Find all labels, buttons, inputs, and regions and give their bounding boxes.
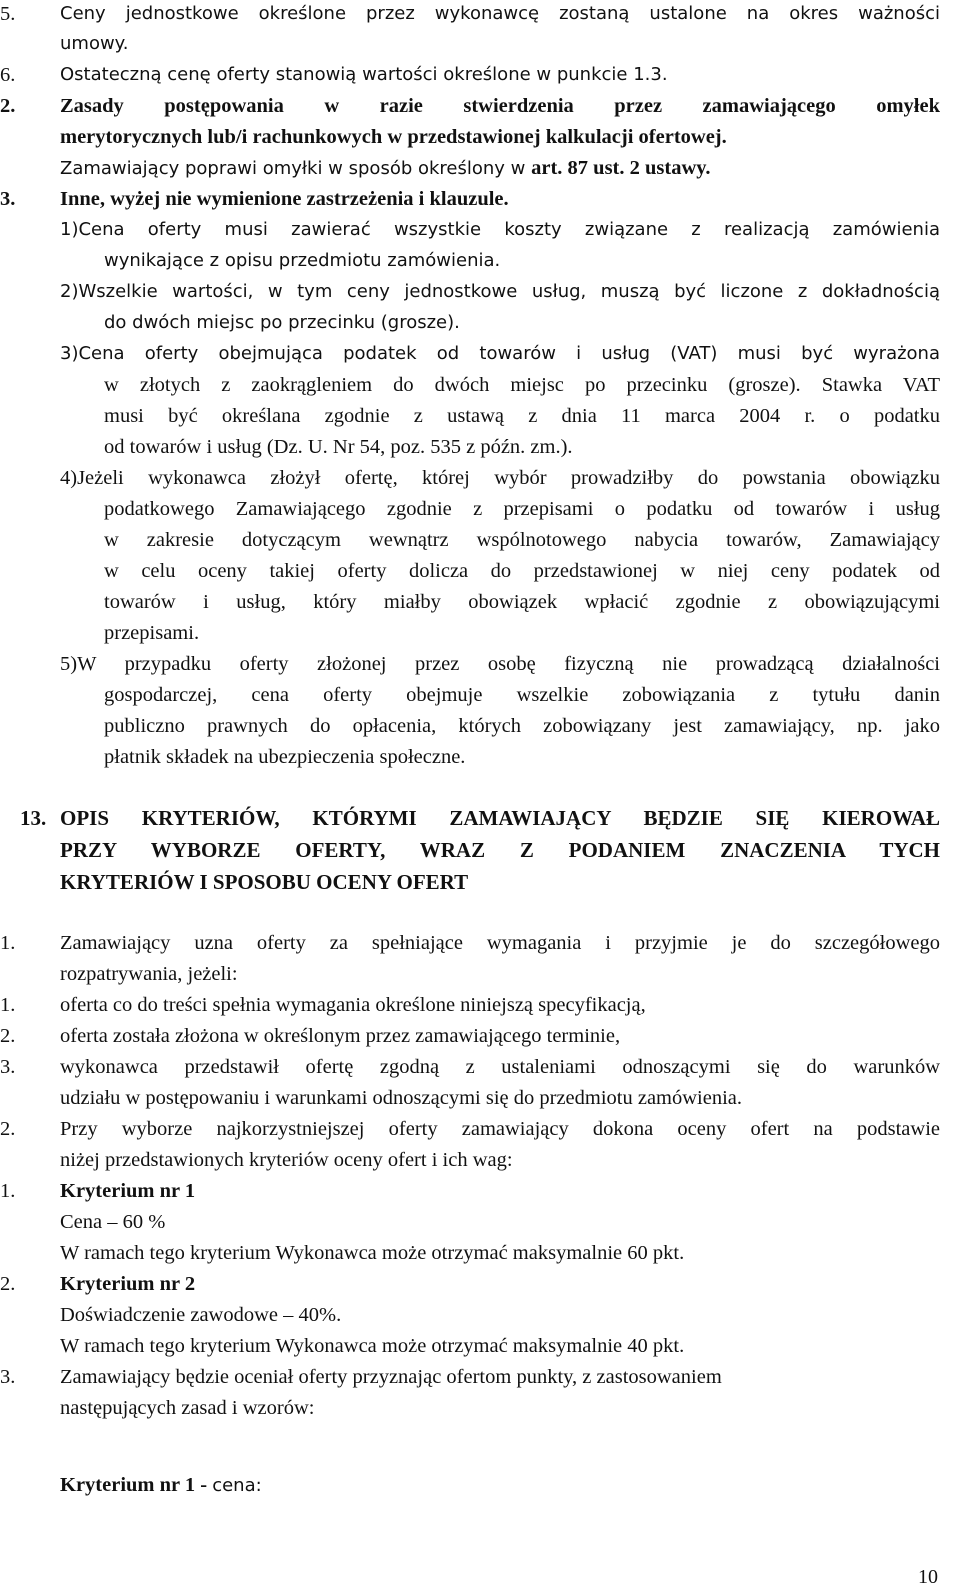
paragraph-line: Przy wyborze najkorzystniejszej oferty zamawiający dokona oceny ofert na podstawie xyxy=(60,1118,940,1140)
paragraph-line: podatkowego Zamawiającego zgodnie z przepisami o podatku od towarów i usług xyxy=(104,498,940,520)
paragraph-line: musi być określana zgodnie z ustawą z dnia 11 marca 2004 r. o podatku xyxy=(104,405,940,427)
paragraph-line: do dwóch miejsc po przecinku (grosze). xyxy=(104,312,460,333)
paragraph-line: 1)Cena oferty musi zawierać wszystkie koszty związane z realizacją zamówienia xyxy=(60,219,940,240)
list-number: 2. xyxy=(0,1025,16,1047)
paragraph-line: niżej przedstawionych kryteriów oceny ofert i ich wag: xyxy=(60,1149,513,1171)
list-number: 6. xyxy=(0,64,16,86)
paragraph-line: następujących zasad i wzorów: xyxy=(60,1397,315,1419)
section-heading: PRZY WYBORZE OFERTY, WRAZ Z PODANIEM ZNACZENIA TYCH xyxy=(60,838,940,862)
paragraph-line: płatnik składek na ubezpieczenia społeczne. xyxy=(104,746,466,768)
section-heading: Inne, wyżej nie wymienione zastrzeżenia i klauzule. xyxy=(60,188,509,210)
paragraph-line: oferta została złożona w określonym przez zamawiającego terminie, xyxy=(60,1025,621,1047)
inline-text: cena: xyxy=(212,1475,262,1496)
paragraph-line: Zamawiający uzna oferty za spełniające wymagania i przyjmie je do szczegółowego xyxy=(60,932,940,954)
inline-bold-text: Kryterium nr 1 - xyxy=(60,1474,213,1496)
paragraph-line: 5)W przypadku oferty złożonej przez osobę fizyczną nie prowadzącą działalności xyxy=(60,653,940,675)
paragraph-line: wynikające z opisu przedmiotu zamówienia. xyxy=(104,250,501,271)
list-number: 2. xyxy=(0,95,16,117)
section-heading: OPIS KRYTERIÓW, KTÓRYMI ZAMAWIAJĄCY BĘDZIE SIĘ KIEROWAŁ xyxy=(60,806,940,830)
paragraph-line: 4)Jeżeli wykonawca złożył ofertę, której wybór prowadziłby do powstania obowiązku xyxy=(60,467,940,489)
paragraph-line: Ostateczną cenę oferty stanowią wartości określone w punkcie 1.3. xyxy=(60,64,668,85)
paragraph-line: 2)Wszelkie wartości, w tym ceny jednostkowe usług, muszą być liczone z dokładnością xyxy=(60,281,940,302)
criterion-title: Kryterium nr 2 xyxy=(60,1273,196,1295)
paragraph-line: Ceny jednostkowe określone przez wykonawcę zostaną ustalone na okres ważności xyxy=(60,3,940,24)
paragraph-line: 3)Cena oferty obejmująca podatek od towarów i usług (VAT) musi być wyrażona xyxy=(60,343,940,364)
paragraph-line: publiczno prawnych do opłacenia, których zobowiązany jest zamawiający, np. jako xyxy=(104,715,940,737)
list-number: 2. xyxy=(0,1273,16,1295)
paragraph-line: towarów i usług, który miałby obowiązek wpłacić zgodnie z obowiązującymi xyxy=(104,591,940,613)
criterion-subheading xyxy=(60,1473,262,1498)
list-number: 2. xyxy=(0,1118,16,1140)
paragraph-line xyxy=(60,156,711,181)
paragraph-line: przepisami. xyxy=(104,622,200,644)
section-heading: KRYTERIÓW I SPOSOBU OCENY OFERT xyxy=(60,870,469,894)
paragraph-line: Doświadczenie zawodowe – 40%. xyxy=(60,1304,342,1326)
paragraph-line: umowy. xyxy=(60,33,129,54)
paragraph-line: Cena – 60 % xyxy=(60,1211,166,1233)
inline-text: Zamawiający poprawi omyłki w sposób określony w xyxy=(60,158,532,179)
list-number: 3. xyxy=(0,188,16,210)
list-number: 1. xyxy=(0,1180,16,1202)
inline-bold-text: art. 87 ust. 2 ustawy. xyxy=(531,157,711,179)
paragraph-line: w złotych z zaokrągleniem do dwóch miejsc po przecinku (grosze). Stawka VAT xyxy=(104,374,940,396)
paragraph-line: udziału w postępowaniu i warunkami odnoszącymi się do przedmiotu zamówienia. xyxy=(60,1087,743,1109)
paragraph-line: W ramach tego kryterium Wykonawca może otrzymać maksymalnie 60 pkt. xyxy=(60,1242,685,1264)
paragraph-line: gospodarczej, cena oferty obejmuje wszelkie zobowiązania z tytułu danin xyxy=(104,684,940,706)
list-number: 1. xyxy=(0,994,16,1016)
list-number: 5. xyxy=(0,3,16,25)
page-number: 10 xyxy=(918,1566,938,1588)
section-heading: merytorycznych lub/i rachunkowych w przedstawionej kalkulacji ofertowej. xyxy=(60,126,727,148)
paragraph-line: w zakresie dotyczącym wewnątrz wspólnotowego nabycia towarów, Zamawiający xyxy=(104,529,940,551)
paragraph-line: rozpatrywania, jeżeli: xyxy=(60,963,238,985)
list-number: 3. xyxy=(0,1056,16,1078)
list-number: 1. xyxy=(0,932,16,954)
paragraph-line: Zamawiający będzie oceniał oferty przyznając ofertom punkty, z zastosowaniem xyxy=(60,1366,722,1388)
paragraph-line: oferta co do treści spełnia wymagania określone niniejszą specyfikacją, xyxy=(60,994,646,1016)
paragraph-line: wykonawca przedstawił ofertę zgodną z ustaleniami odnoszącymi się do warunków xyxy=(60,1056,940,1078)
section-heading: Zasady postępowania w razie stwierdzenia przez zamawiającego omyłek xyxy=(60,95,940,117)
criterion-title: Kryterium nr 1 xyxy=(60,1180,196,1202)
paragraph-line: w celu oceny takiej oferty dolicza do przedstawionej w niej ceny podatek od xyxy=(104,560,940,582)
paragraph-line: od towarów i usług (Dz. U. Nr 54, poz. 535 z późn. zm.). xyxy=(104,436,573,458)
list-number: 3. xyxy=(0,1366,16,1388)
paragraph-line: W ramach tego kryterium Wykonawca może otrzymać maksymalnie 40 pkt. xyxy=(60,1335,685,1357)
section-number: 13. xyxy=(20,806,47,830)
